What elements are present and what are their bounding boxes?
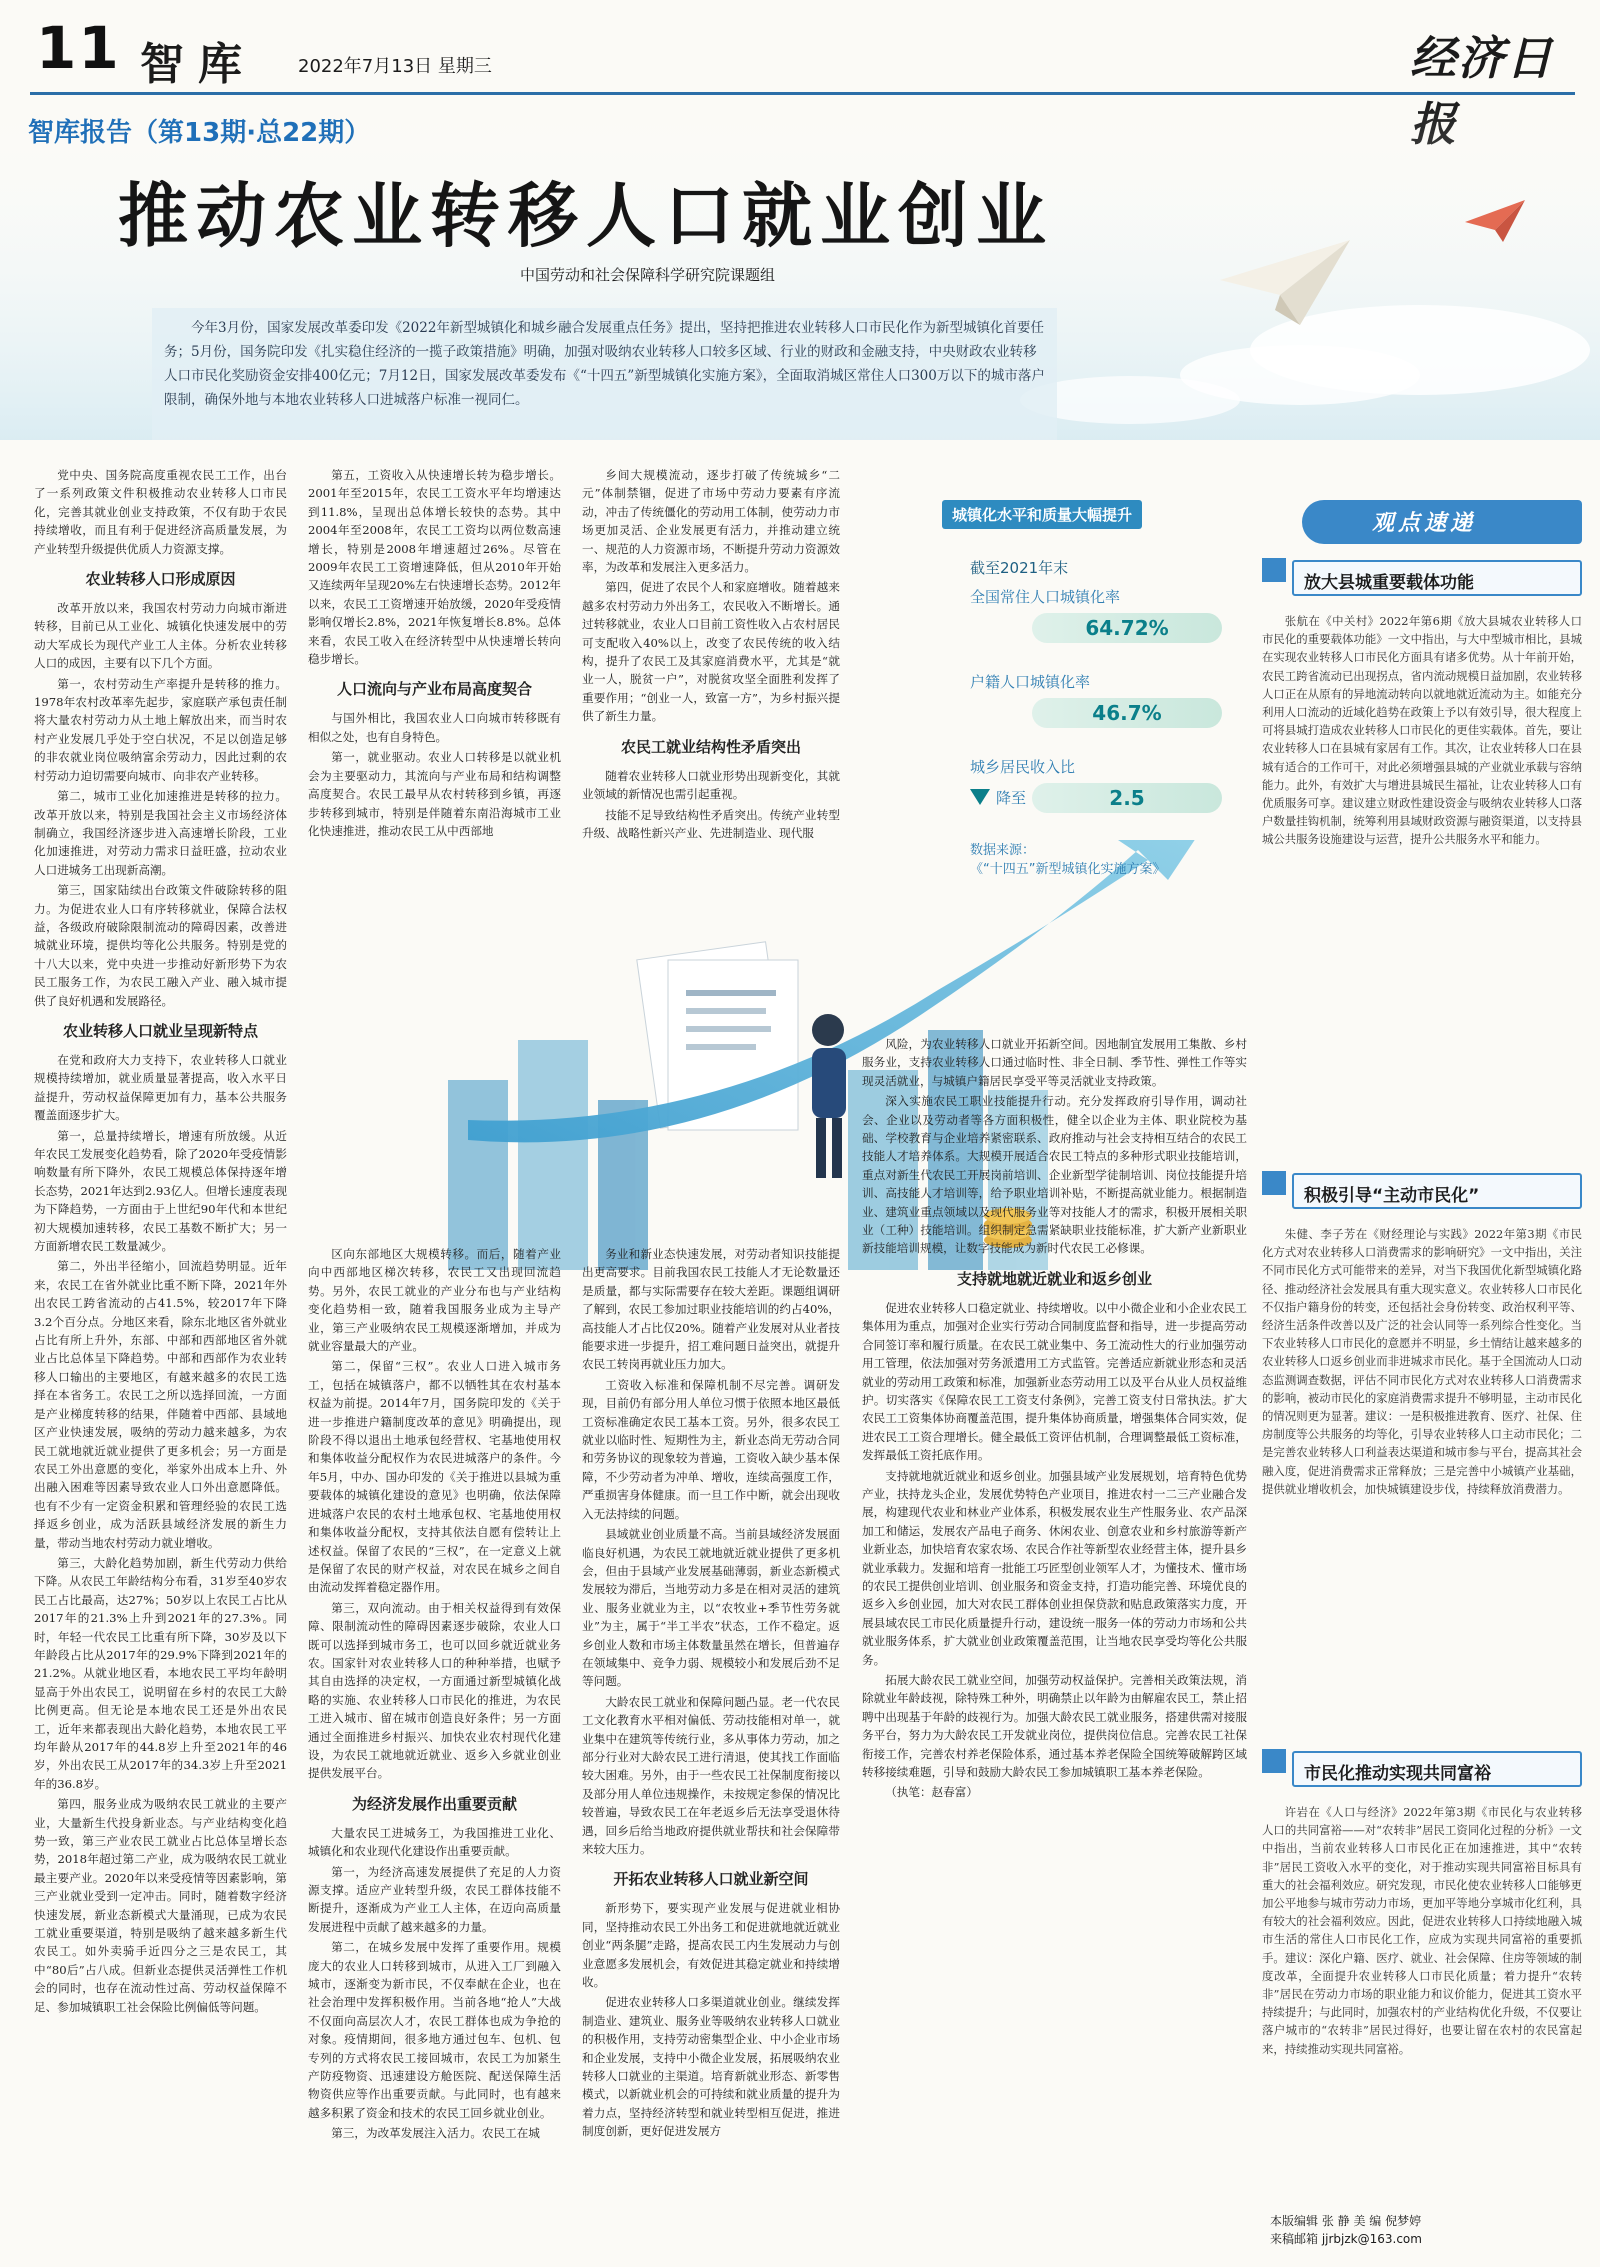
issue-date: 2022年7月13日 星期三 xyxy=(298,56,492,77)
body-paragraph: 新形势下，要实现产业发展与促进就业相协同，坚持推动农民工外出务工和促进就地就近就业创业“两条腿”走路，提高农民工内生发展动力与创业意愿多发展机会，有效促进其稳定就业和持续增收。 xyxy=(582,1901,840,1990)
body-paragraph: 务业和新业态快速发展，对劳动者知识技能提出更高要求。目前我国农民工技能人才无论数量还是质量，都与实际需要存在较大差距。课题组调研了解到，农民工参加过职业技能培训的约占40%，高技能人才占比仅20%。随着产业发展对从业者技能要求进一步提升，招工难问题日益突出，就提升农民工转岗再就业压力加大。 xyxy=(582,1247,840,1372)
body-paragraph: 第三，国家陆续出台政策文件破除转移的阻力。为促进农业人口有序转移就业，保障合法权益，各级政府破除限制流动的障碍因素，改善进城就业环境，提供均等化公共服务。特别是党的十八大以来，党中央进一步推动好新形势下为农民工服务工作，为农民工融入产业、融入城市提供了良好机遇和发展路径。 xyxy=(34,883,287,1008)
body-paragraph: 第一，总量持续增长，增速有所放缓。从近年农民工发展变化趋势看，除了2020年受疫情影响数量有所下降外，农民工规模总体保持逐年增长态势，2021年达到2.93亿人。但增长速度表现为下降趋势，一方面由于上世纪90年代和本世纪初大规模加速转移，农民工基数不断扩大；另一方面新增农民工数量减少。 xyxy=(34,1128,287,1254)
section-heading: 支持就地就近就业和返乡创业 xyxy=(956,1269,1152,1288)
body-paragraph: 与国外相比，我国农业人口向城市转移既有相似之处，也有自身特色。 xyxy=(308,711,561,744)
article-column-4 xyxy=(862,1035,1247,2205)
editor-line-1: 本版编辑 张 静 美 编 倪梦婷 xyxy=(1270,2214,1422,2228)
body-paragraph: 第三，为改革发展注入活力。农民工在城 xyxy=(331,2126,540,2141)
heading-marker-icon xyxy=(1262,1171,1286,1195)
body-paragraph: 第一，就业驱动。农业人口转移是以就业机会为主要驱动力，其流向与产业布局和结构调整高度契合。农民工最早从农村转移到乡镇，再逐步转移到城市，特别是伴随着东南沿海城市工业化快速推进，推动农民工从中西部地 xyxy=(308,750,561,838)
stat-household-label: 户籍人口城镇化率 xyxy=(970,673,1091,691)
sidebar-item-heading: 放大县城重要载体功能 xyxy=(1292,560,1582,596)
stat-income-row xyxy=(970,783,1240,813)
body-paragraph: 大量农民工进城务工，为我国推进工业化、城镇化和农业现代化建设作出重要贡献。 xyxy=(308,1825,561,1859)
body-paragraph: 党中央、国务院高度重视农民工工作，出台了一系列政策文件积极推动农业转移人口市民化，完善其就业创业支持政策，不仅有助于农民持续增收，而且有利于促进经济高质量发展，为产业转型升级提供优质人力资源支撑。 xyxy=(34,468,287,556)
body-paragraph: 第二，保留“三权”。农业人口进入城市务工，包括在城镇落户，都不以牺牲其在农村基本权益为前提。2014年7月，国务院印发的《关于进一步推进户籍制度改革的意见》明确提出，现阶段不得以退出土地承包经营权、宅基地使用权和集体收益分配权作为农民进城落户的条件。今年5月，中办、国办印发的《关于推进以县城为重要载体的城镇化建设的意见》也明确，依法保障进城落户农民的农村土地承包权、宅基地使用权和集体收益分配权，支持其依法自愿有偿转让上述权益。保留了农民的“三权”，在一定意义上就是保留了农民的财产权益，对农民在城乡之间自由流动发挥着稳定器作用。 xyxy=(308,1359,561,1595)
body-paragraph: 第三，大龄化趋势加剧，新生代劳动力供给下降。从农民工年龄结构分布看，31岁至40岁农民工占比最高，达27%；50岁以上农民工占比从2017年的21.3%上升到2021年的27.3%。同时，年轻一代农民工比重有所下降，30岁及以下年龄段占比从2017年的29.9%下降到2021年的21.2%。从就业地区看，本地农民工平均年龄明显高于外出农民工，说明留在乡村的农民工大龄比例更高。但无论是本地农民工还是外出农民工，近年来都表现出大龄化趋势，本地农民工平均年龄从2017年的44.8岁上升至2021年的46岁，外出农民工从2017年的34.3岁上升至2021年的36.8岁。 xyxy=(34,1555,287,1791)
sidebar-item-heading: 市民化推动实现共同富裕 xyxy=(1292,1751,1582,1787)
urbanization-data-card xyxy=(942,500,1240,877)
sidebar-title-banner xyxy=(1302,500,1582,544)
sidebar-item-heading: 积极引导“主动市民化” xyxy=(1292,1173,1582,1209)
source-label: 数据来源： xyxy=(970,843,1036,858)
data-card-source xyxy=(970,839,1240,877)
source-text: 《“十四五”新型城镇化实施方案》 xyxy=(970,862,1166,877)
sidebar-item xyxy=(1262,554,1582,1157)
report-tag xyxy=(28,112,370,149)
section-name: 智库 xyxy=(140,39,256,90)
newspaper-logo: 经济日 xyxy=(1410,31,1554,85)
body-paragraph: 改革开放以来，我国农村劳动力向城市渐进转移，目前已从工业化、城镇化快速发展中的劳动大军成长为现代产业工人主体。分析农业转移人口的成因，主要有以下几个方面。 xyxy=(34,601,287,671)
stat-household-bar xyxy=(1032,698,1222,728)
body-paragraph: 第一，农村劳动生产率提升是转移的推力。1978年农村改革率先起步，家庭联产承包责任制将大量农村劳动力从土地上解放出来，而当时农村产业发展几乎处于空白状况，不足以创造足够的非农就业岗位吸纳富余劳动力，因此过剩的农村劳动力迫切需要向城市、向非农产业转移。 xyxy=(34,676,287,783)
stat-income-direction: 降至 xyxy=(996,789,1027,807)
body-paragraph: 支持就地就近就业和返乡创业。加强县域产业发展规划，培育特色优势产业，扶持龙头企业，发展优势特色产业项目，推进农村一二三产业融合发展，构建现代农业和林业产业体系，积极发展农业生产性服务业、农产品深加工和储运，发展农产品电子商务、休闲农业、创意农业和乡村旅游等新产业新业态，加快培育农家农场、农民合作社等新型农业经营主体，提升县乡就业承载力。发掘和培育一批能工巧匠型创业领军人才，为懂技术、懂市场的农民工提供创业培训、创业服务和资金支持，打造功能完善、环境优良的返乡入乡创业园，加大对农民工群体创业担保贷款和贴息政策落实力度，开展县域农民工市民化质量提升行动，建设统一服务一体的劳动力市场和公共就业服务体系，扩大就业创业政策覆盖范围，让当地农民享受均等化公共服务。 xyxy=(862,1468,1247,1667)
down-triangle-icon xyxy=(970,789,990,805)
body-paragraph: 第二，外出半径缩小，回流趋势明显。近年来，农民工在省外就业比重不断下降，2021年外出农民工跨省流动的占41.5%，较2017年下降3.2个百分点。分地区来看，除东北地区省外就业占比有所上升外，东部、中部和西部地区省外就业占比总体呈下降趋势。中部和西部作为农业转移人口输出的主要地区，有越来越多的农民工选择在本省务工。农民工之所以选择回流，一方面是产业梯度转移的结果，伴随着中西部、县域地区产业快速发展，吸纳的劳动力越来越多，为农民工就地就近就业提供了更多机会；另一方面是农民工外出意愿的变化，举家外出成本上升、外出融入困难等因素导致农业人口外出意愿降低。也有不少有一定资金积累和管理经验的农民工选择返乡创业，成为活跃县域经济发展的新生力量，带动当地农村劳动力就业增收。 xyxy=(34,1259,287,1550)
sidebar-item xyxy=(1262,1167,1582,1735)
data-card-title: 城镇化水平和质量大幅提升 xyxy=(942,500,1142,529)
report-label: 智库报告 xyxy=(28,118,133,148)
sidebar-item-text: 朱健、李子芳在《财经理论与实践》2022年第3期《市民化方式对农业转移人口消费需求的影响研究》一文中指出，关注不同市民化方式可能带来的差异，对当下我国优化新型城镇化路径、推动经济社会发展具有重大现实意义。农业转移人口市民化不仅指户籍身份的转变，还包括社会身份转变、政治权利平等、经济生活条件改善以及广泛的社会认同等一系列综合性变化。当下农业转移人口市民化的意愿并不明显，乡土情结让越来越多的农业转移人口返乡创业而非进城求市民化。基于全国流动人口动态监测调查数据，评估不同市民化方式对农业转移人口消费需求的影响，被动市民化的家庭消费需求提升不够明显，主动市民化的情况则更为显著。建议：一是积极推进教育、医疗、社保、住房制度等公共服务的均等化，引导农业转移人口主动市民化；二是完善农业转移人口利益表达渠道和城市参与平台，提高其社会融入度，促进消费需求正常释放；三是完善中小城镇产业基础，提供就业增收机会，加快城镇建设步伐，持续释放消费潜力。 xyxy=(1262,1227,1582,1496)
body-paragraph: （执笔：赵春富） xyxy=(885,1785,978,1800)
sidebar-item-text: 张航在《中关村》2022年第6期《放大县城农业转移人口市民化的重要载体功能》一文中指出，与大中型城市相比，县城在实现农业转移人口市民化方面具有诸多优势。从十年前开始，农民工跨省流动已出现拐点，省内流动规模日益加剧，农业转移人口正在从原有的异地流动转向以就地就近流动为主。如能充分利用人口流动的近域化趋势在政策上予以有效引导，很大程度上可将县城打造成农业转移人口市民化的更佳实载体。首先，要让农业转移人口在县城有家居有工作。其次，让农业转移人口在县城有适合的工作可干，对此必须增强县城的产业就业承载与容纳能力。此外，有效扩大与增进县城民生福祉，让农业转移人口有优质服务可享。建议建立财政性建设资金与吸纳农业转移人口落户数量挂钩机制，统筹利用县域财政资源与融资渠道，以支持县城公共服务设施建设与运营，提升公共服务水平和能力。 xyxy=(1262,614,1582,847)
stat-urbanization-bar xyxy=(1032,613,1222,643)
section-heading: 农业转移人口形成原因 xyxy=(85,570,236,589)
body-paragraph: 风险，为农业转移人口就业开拓新空间。因地制宜发展用工集散、乡村服务业，支持农业转移人口通过临时性、非全日制、季节性、弹性工作等实现灵活就业，与城镇户籍居民享受平等灵活就业支持政策。 xyxy=(862,1037,1247,1088)
body-paragraph: 随着农业转移人口就业形势出现新变化，其就业领域的新情况也需引起重视。 xyxy=(582,768,840,802)
body-paragraph: 县域就业创业质量不高。当前县域经济发展面临良好机遇，为农民工就地就近就业提供了更多机会，但由于县域产业发展基础薄弱，新业态新模式发展较为滞后，当地劳动力多是在相对灵活的建筑业、服务业就业为主，以“农牧业+季节性劳务就业”为主，属于“半工半农”状态，工作不稳定。返乡创业人数和市场主体数量虽然在增长，但普遍存在领域集中、竞争力弱、规模较小和发展后劲不足等问题。 xyxy=(582,1527,840,1689)
sidebar-item-heading-box xyxy=(1262,554,1582,598)
body-paragraph: 在党和政府大力支持下，农业转移人口就业规模持续增加，就业质量显著提高，收入水平日益提升，劳动权益保障更加有力，基本公共服务覆盖面逐步扩大。 xyxy=(34,1052,287,1123)
body-paragraph: 促进农业转移人口多渠道就业创业。继续发挥制造业、建筑业、服务业等吸纳农业转移人口就业的积极作用，支持劳动密集型企业、中小企业市场和企业发展，支持中小微企业发展，拓展吸纳农业转移人口就业的主渠道。培育新就业形态、新零售模式，以新就业机会的可持续和就业质量的提升为着力点，坚持经济转型和就业转型相互促进，推进制度创新，更好促进发展方 xyxy=(582,1995,840,2139)
page-number: 11 xyxy=(36,14,121,82)
stat-income-bar xyxy=(1032,783,1222,813)
section-heading: 农民工就业结构性矛盾突出 xyxy=(620,737,801,756)
section-heading: 为经济发展作出重要贡献 xyxy=(351,1794,517,1813)
report-issue: （第13期·总22期） xyxy=(132,118,371,148)
viewpoints-sidebar xyxy=(1262,500,1582,2215)
body-paragraph: 工资收入标准和保障机制不尽完善。调研发现，目前仍有部分用人单位习惯于依照本地区最低工资标准确定农民工基本工资。另外，很多农民工就业以临时性、短期性为主，新业态尚无劳动合同和劳务协议的现象较为普遍，工资收入缺少基本保障，不少劳动者为冲单、增收，连续高强度工作，严重损害身体健康。而一旦工作中断，就会出现收入无法持续的问题。 xyxy=(582,1377,840,1521)
body-paragraph: 第二，城市工业化加速推进是转移的拉力。改革开放以来，特别是我国社会主义市场经济体制确立，我国经济逐步进入高速增长阶段，工业化加速推进，对劳动力需求日益旺盛，拉动农业人口进城务工出现新高潮。 xyxy=(34,789,287,877)
stat-urbanization-label: 全国常住人口城镇化率 xyxy=(970,588,1121,606)
header-rule xyxy=(30,92,1575,95)
editor-credits xyxy=(1270,2212,1580,2248)
body-paragraph: 第四，促进了农民个人和家庭增收。随着越来越多农村劳动力外出务工，农民收入不断增长。通过转移就业，农业人口目前工资性收入占农村居民可支配收入40%以上，改变了农民传统的收入结构，提升了农民工及其家庭消费水平，尤其是“就业一人，脱贫一户”，对脱贫攻坚全面胜利发挥了重要作用；“创业一人，致富一方”，为乡村振兴提供了新生力量。 xyxy=(582,580,840,724)
section-heading: 人口流向与产业布局高度契合 xyxy=(336,680,532,699)
body-paragraph: 第一，为经济高速发展提供了充足的人力资源支撑。适应产业转型升级，农民工群体技能不断提升，逐渐成为产业工人主体，在迈向高质量发展进程中贡献了越来越多的力量。 xyxy=(308,1864,561,1934)
section-heading: 农业转移人口就业呈现新特点 xyxy=(62,1021,258,1040)
body-paragraph: 深入实施农民工职业技能提升行动。充分发挥政府引导作用，调动社会、企业以及劳动者等各方面积极性，健全以企业为主体、职业院校为基础、学校教育与企业培养紧密联系、政府推动与社会支持相互结合的农民工技能人才培养体系。大规模开展适合农民工特点的多种形式职业技能培训，重点对新生代农民工开展岗前培训、企业新型学徒制培训、岗位技能提升培训、高技能人才培训等，给予职业培训补贴，不断提高就业能力。根据制造业、建筑业重点领域以及现代服务业等对技能人才的需求，积极开展相关职业（工种）技能培训。组织制定急需紧缺职业技能标准，扩大新产业新职业新技能培训规模，让数字技能成为新时代农民工必修课。 xyxy=(862,1094,1247,1256)
article-column-3-top xyxy=(582,466,840,886)
editor-line-2: 来稿邮箱 jjrbjzk@163.com xyxy=(1270,2232,1422,2246)
article-title: 推动农业转移人口就业创业 xyxy=(118,174,1054,257)
body-paragraph: 第四，服务业成为吸纳农民工就业的主要产业，大量新生代投身新业态。与产业结构变化趋势一致，第三产业农民工就业占比总体呈增长态势，2018年超过第二产业，成为吸纳农民工就业最主要产业。2020年以来受疫情等因素影响，第三产业就业受到一定冲击。同时，随着数字经济快速发展，新业态新模式大量涌现，已成为农民工就业重要渠道，特别是吸纳了越来越多新生代农民工。如外卖骑手近四分之三是农民工，其中“80后”占八成。但新业态提供灵活弹性工作机会的同时，也存在流动性过高、劳动权益保障不足、参加城镇职工社会保险比例偏低等问题。 xyxy=(34,1797,287,2014)
article-column-3-bottom xyxy=(582,1245,840,2205)
body-paragraph: 拓展大龄农民工就业空间，加强劳动权益保护。完善相关政策法规，消除就业年龄歧视，除特殊工种外，明确禁止以年龄为由解雇农民工，禁止招聘中出现基于年龄的歧视行为。加强大龄农民工就业服务，搭建供需对接服务平台，努力为大龄农民工开发就业岗位，提供岗位信息。完善农民工社保衔接工作，完善农村养老保险体系，通过基本养老保险全国统筹破解跨区域转移接续难题，引导和鼓励大龄农民工参加城镇职工基本养老保险。 xyxy=(862,1673,1247,1780)
body-paragraph: 技能不足导致结构性矛盾突出。传统产业转型升级、战略性新兴产业、先进制造业、现代服 xyxy=(582,807,840,840)
stat-income-value: 2.5 xyxy=(1109,786,1145,810)
sidebar-item-heading-box xyxy=(1262,1167,1582,1211)
body-paragraph: 大龄农民工就业和保障问题凸显。老一代农民工文化教育水平相对偏低、劳动技能相对单一，就业集中在建筑等传统行业，多从事体力劳动，加之部分行业对大龄农民工进行清退，使其找工作面临较大困难。另外，由于一些农民工社保制度衔接以及部分用人单位违规操作，未按规定参保的情况比较普遍，导致农民工在年老返乡后无法享受退休待遇，回乡后给当地政府提供就业帮扶和社会保障带来较大压力。 xyxy=(582,1694,840,1856)
article-intro: 今年3月份，国家发展改革委印发《2022年新型城镇化和城乡融合发展重点任务》提出，坚持把推进农业转移人口市民化作为新型城镇化首要任务；5月份，国务院印发《扎实稳住经济的一揽子政策措施》明确，加强对吸纳农业转移人口较多区域、行业的财政和金融支持，中央财政农业转移人口市民化奖励资金安排400亿元；7月12日，国家发展改革委发布《“十四五”新型城镇化实施方案》，全面取消城区常住人口300万以下的城市落户限制，确保外地与本地农业转移人口进城落户标准一视同仁。 xyxy=(152,308,1057,440)
stat-urbanization-value: 64.72% xyxy=(1085,616,1169,640)
body-paragraph: 乡间大规模流动，逐步打破了传统城乡“二元”体制禁锢，促进了市场中劳动力要素有序流动，冲击了传统僵化的劳动用工体制，使劳动力市场更加灵活、企业发展更有活力，并推动建立统一、规范的人力资源市场，不断提升劳动力资源效率，为改革和发展注入更多活力。 xyxy=(582,468,840,575)
body-paragraph: 促进农业转移人口稳定就业、持续增收。以中小微企业和小企业农民工集体用为重点，加强对企业实行劳动合同制度监督和指导，进一步提高劳动合同签订率和履行质量。在农民工就业集中、务工流动性大的行业加强劳动用工管理，依法加强对劳务派遣用工方式监管。完善适应新就业形态和灵活就业的劳动用工政策和标准，加强新业态劳动用工以及平台从业人员权益维护。切实落实《保障农民工工资支付条例》，完善工资支付日常执法。扩大农民工工资集体协商覆盖范围，提升集体协商质量，增强集体合同实效，促进农民工工资合理增长。健全最低工资评估机制，合理调整最低工资标准，发挥最低工资托底作用。 xyxy=(862,1300,1247,1463)
body-paragraph: 第五，工资收入从快速增长转为稳步增长。2001年至2015年，农民工工资水平年均增速达到11.8%，呈现出总体增长较快的态势。其中2004年至2008年，农民工工资均以两位数高速增长，特别是2008年增速超过26%。尽管在2009年农民工工资增速降低，但从2010年开始又连续两年呈现20%左右快速增长态势。2012年以来，农民工工资增速开始放缓，2020年受疫情影响仅增长2.8%，2021年恢复增长8.8%。总体来看，农民工收入在经济转型中从快速增长转向稳步增长。 xyxy=(308,468,561,667)
article-byline: 中国劳动和社会保障科学研究院课题组 xyxy=(520,266,776,284)
body-paragraph: 第三，双向流动。由于相关权益得到有效保障、限制流动性的障碍因素逐步破除，农业人口既可以选择到城市务工，也可以回乡就近就业务农。国家针对农业转移人口的种种举措，也赋予其自由选择的决定权，一方面通过新型城镇化战略的实施、农业转移人口市民化的推进，为农民工进入城市、留在城市创造良好条件；另一方面通过全面推进乡村振兴、加快农业农村现代化建设，为农民工就地就近就业、返乡入乡就业创业提供发展平台。 xyxy=(308,1600,561,1781)
data-card-asof: 截至2021年末 xyxy=(970,559,1069,577)
heading-marker-icon xyxy=(1262,558,1286,582)
sidebar-item-text: 许岩在《人口与经济》2022年第3期《市民化与农业转移人口的共同富裕——对“农转非”居民工资同化过程的分析》一文中指出，当前农业转移人口市民化正在加速推进，其中“农转非”居民工资收入水平的变化，对于推动实现共同富裕目标具有重大的社会福利效应。研究发现，市民化使农业转移人口能够更加公平地参与城市劳动力市场，更加平等地分享城市化红利，具有较大的社会福利效应。因此，促进农业转移人口持续地融入城市生活的常住人口市民化工作，应成为实现共同富裕的重要抓手。建议：深化户籍、医疗、就业、社会保障、住房等领域的制度改革，全面提升农业转移人口市民化质量；着力提升“农转非”居民在劳动力市场的职业能力和议价能力，促进其工资水平持续提升；与此同时，加强农村的产业结构优化升级，不仅要让落户城市的“农转非”居民过得好，也要让留在农村的农民富起来，持续推动实现共同富裕。 xyxy=(1262,1805,1582,2056)
sidebar-title: 观点速递 xyxy=(1372,511,1477,536)
article-column-2-bottom xyxy=(308,1245,561,2205)
person-icon xyxy=(812,1014,846,1178)
body-paragraph: 区向东部地区大规模转移。而后，随着产业向中西部地区梯次转移，农民工又出现回流趋势。另外，农民工就业的产业分布也与产业结构变化趋势相一致，随着我国服务业成为主导产业，第三产业吸纳农民工规模逐渐增加，并成为就业容量最大的产业。 xyxy=(308,1247,561,1354)
stat-household-value: 46.7% xyxy=(1092,701,1162,725)
heading-marker-icon xyxy=(1262,1749,1286,1773)
stat-income-label: 城乡居民收入比 xyxy=(970,758,1076,776)
section-heading: 开拓农业转移人口就业新空间 xyxy=(613,1870,809,1889)
article-column-1 xyxy=(34,466,287,2206)
body-paragraph: 第二，在城乡发展中发挥了重要作用。规模庞大的农业人口转移到城市，从进入工厂到融入城市，逐渐变为新市民，不仅奉献在企业，也在社会治理中发挥积极作用。当前各地“抢人”大战不仅面向高层次人才，农民工群体也成为争抢的对象。疫情期间，很多地方通过包车、包机、包专列的方式将农民工接回城市，农民工为加紧生产防疫物资、迅速建设方舱医院、配送保障生活物资供应等作出重要贡献。与此同时，也有越来越多积累了资金和技术的农民工回乡就业创业。 xyxy=(308,1940,561,2120)
sidebar-item-heading-box xyxy=(1262,1745,1582,1789)
sidebar-item xyxy=(1262,1745,1582,2203)
